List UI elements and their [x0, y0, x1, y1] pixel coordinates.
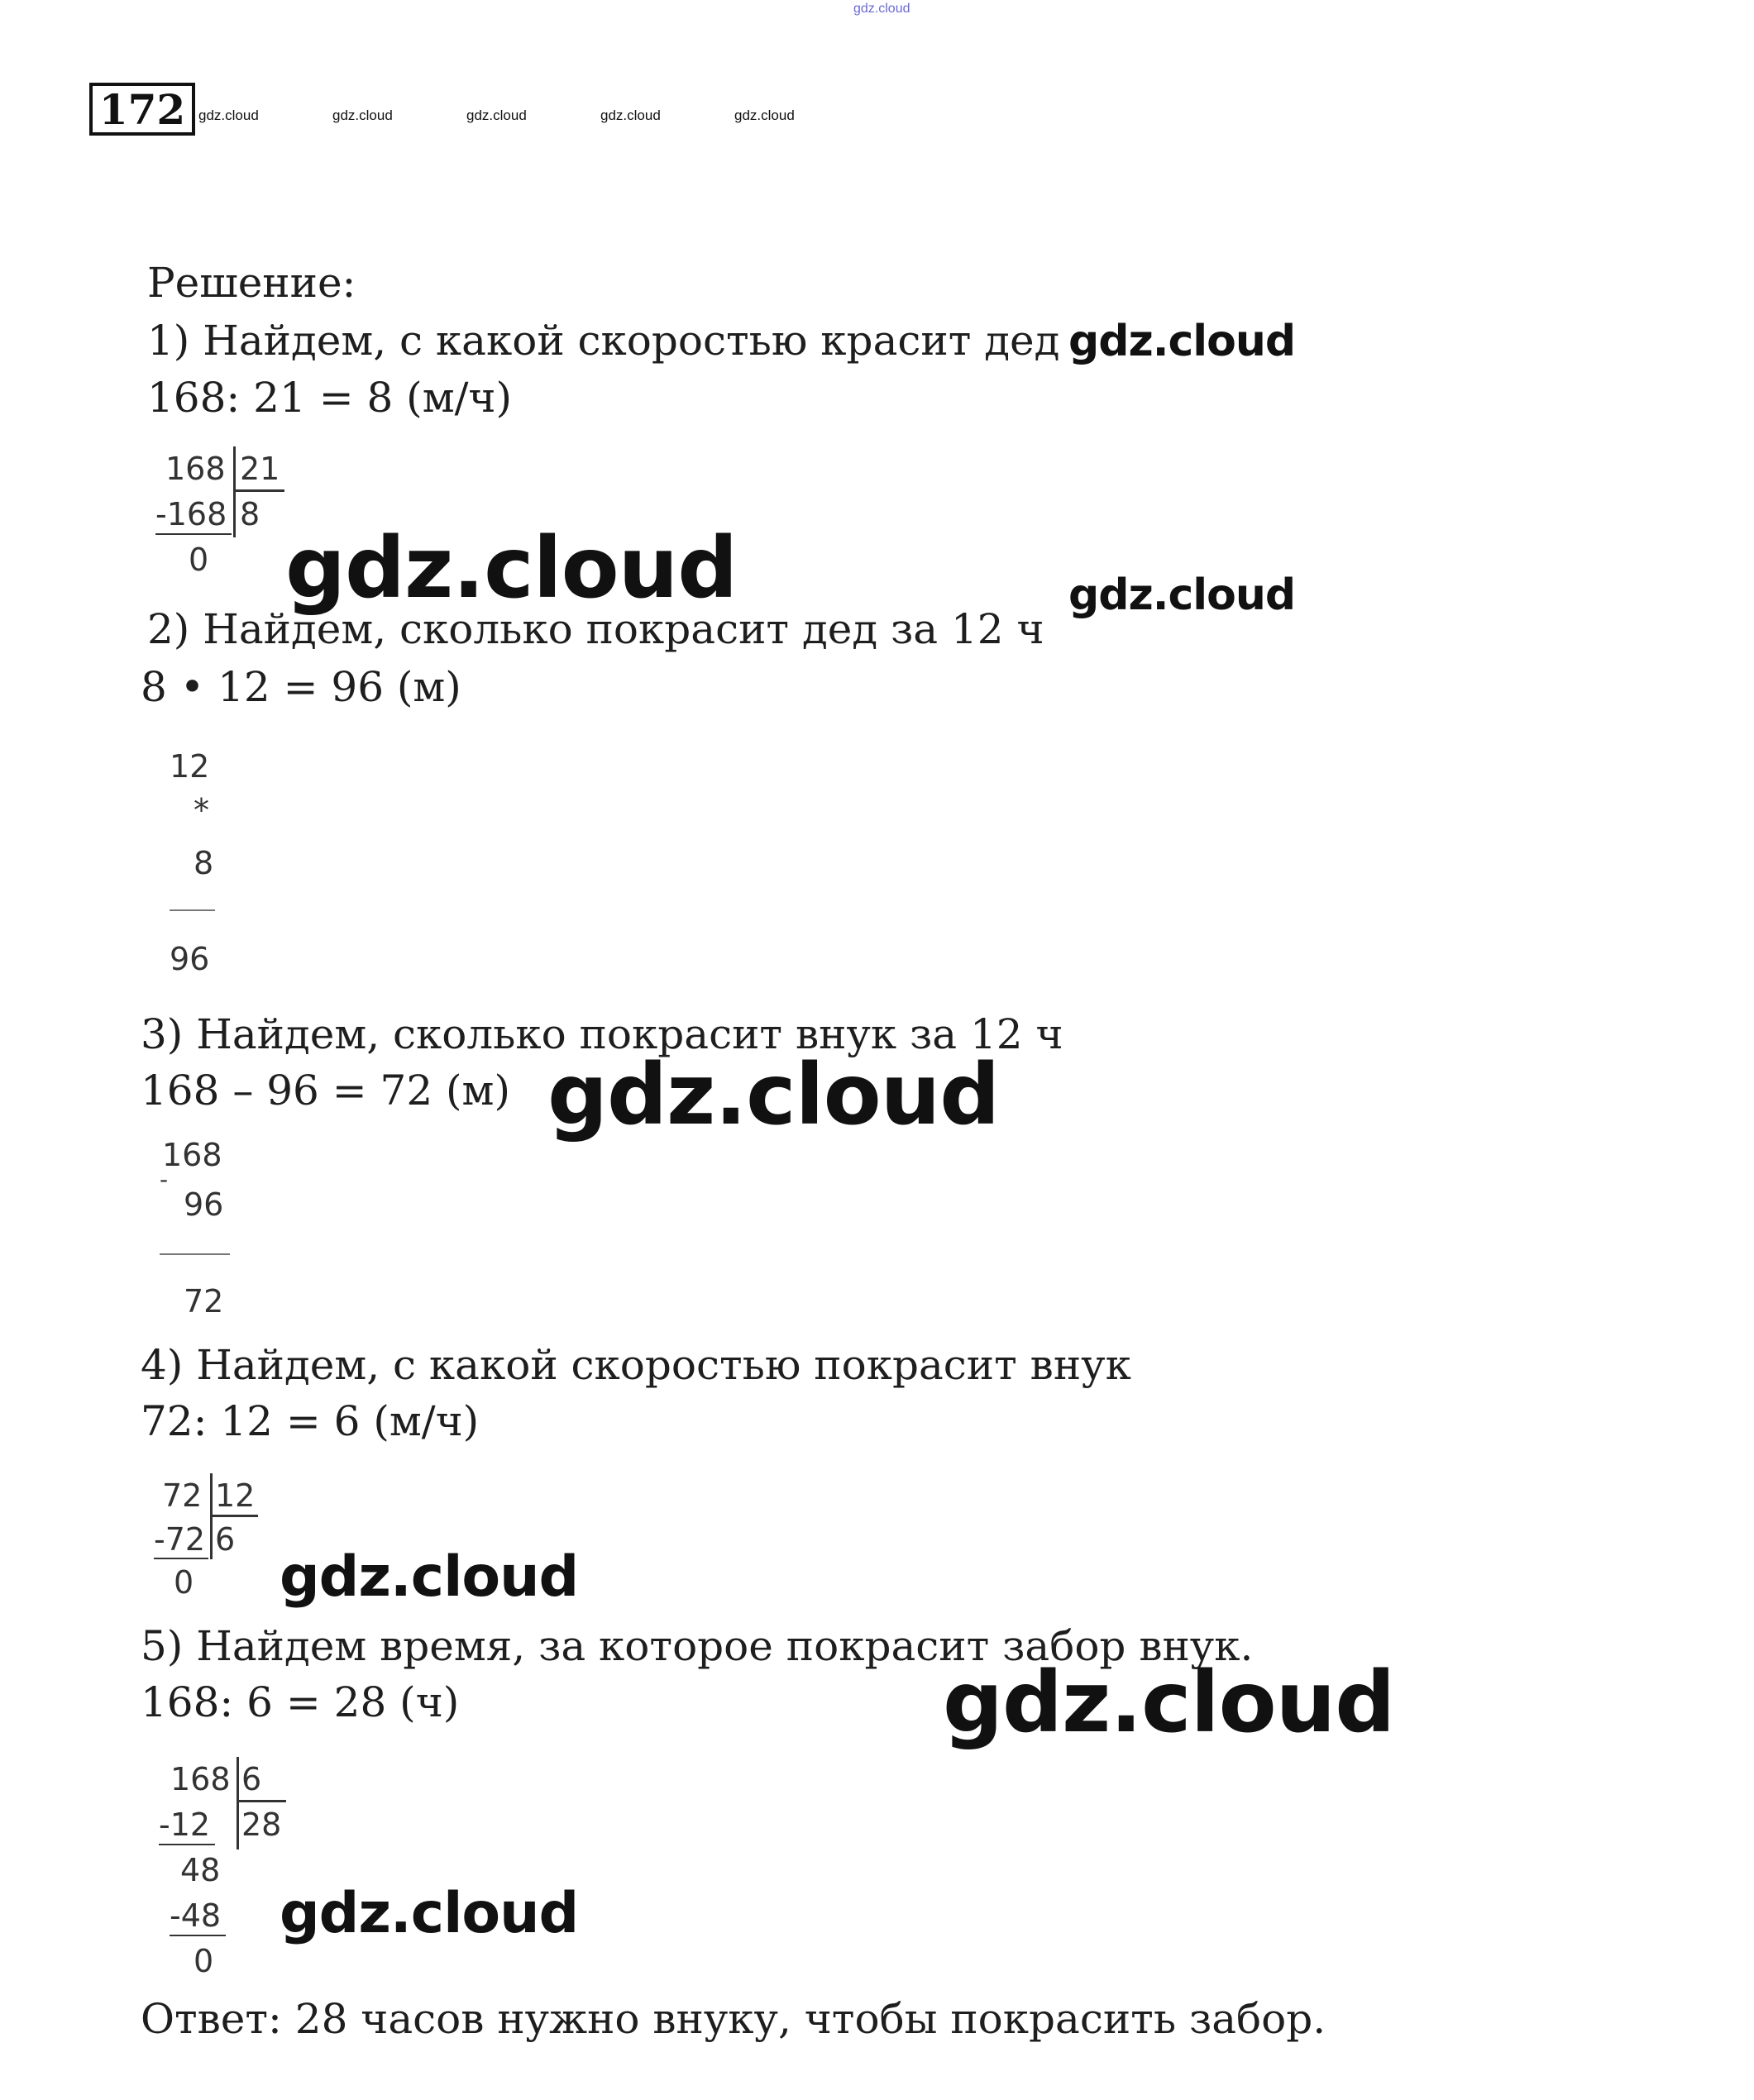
quotient: 6: [215, 1521, 236, 1558]
task-number-box: 172: [89, 83, 195, 136]
small-watermark: gdz.cloud: [600, 107, 661, 123]
step-1-text: 1) Найдем, с какой скоростью красит дед: [147, 317, 1060, 365]
minuend: 168: [162, 1137, 222, 1173]
division-divider: [233, 489, 284, 492]
step-3-formula: 168 – 96 = 72 (м): [141, 1067, 510, 1114]
difference: 72: [184, 1283, 224, 1320]
division-divider: [210, 1515, 258, 1517]
result-line: [170, 909, 215, 911]
divisor: 21: [240, 451, 280, 487]
step-2-text: 2) Найдем, сколько покрасит дед за 12 ч: [147, 605, 1044, 653]
small-watermark: gdz.cloud: [332, 107, 393, 123]
subtraction-line: [159, 1844, 215, 1845]
step-3-text: 3) Найдем, сколько покрасит внук за 12 ч: [141, 1010, 1063, 1058]
small-watermark: gdz.cloud: [466, 107, 527, 123]
watermark: gdz.cloud: [280, 1881, 579, 1946]
subtrahend: -168: [155, 496, 227, 532]
remainder: 0: [174, 1564, 194, 1601]
division-bar: [237, 1757, 239, 1849]
small-watermark: gdz.cloud: [198, 107, 259, 123]
quotient: 28: [241, 1806, 282, 1843]
solution-heading: Решение:: [147, 259, 356, 307]
divisor: 12: [215, 1477, 256, 1514]
subtrahend: -72: [154, 1521, 206, 1558]
subtraction-line: [170, 1935, 226, 1936]
step-4-text: 4) Найдем, с какой скоростью покрасит внук: [141, 1341, 1131, 1389]
step-2-formula: 8 • 12 = 96 (м): [141, 663, 461, 711]
multiply-sign: *: [194, 792, 209, 828]
dividend: 168: [170, 1761, 231, 1797]
watermark: gdz.cloud: [547, 1046, 1000, 1144]
answer-text: Ответ: 28 часов нужно внуку, чтобы покрасить забор.: [141, 1995, 1326, 2043]
step-5-text: 5) Найдем время, за которое покрасит забор внук.: [141, 1622, 1254, 1670]
result-line: [160, 1253, 230, 1255]
intermediate: 48: [180, 1852, 221, 1888]
subtraction-line: [155, 533, 232, 535]
watermark: gdz.cloud: [1068, 570, 1296, 620]
step-5-formula: 168: 6 = 28 (ч): [141, 1678, 460, 1726]
watermark: gdz.cloud: [285, 519, 738, 618]
small-watermark: gdz.cloud: [734, 107, 795, 123]
multiplier: 8: [194, 845, 214, 881]
watermark: gdz.cloud: [1068, 317, 1296, 366]
minus-sign: -: [160, 1166, 169, 1193]
subtrahend-1: -12: [159, 1806, 211, 1843]
watermark: gdz.cloud: [280, 1544, 579, 1610]
division-bar: [233, 446, 236, 537]
remainder: 0: [194, 1943, 214, 1979]
multiplicand: 12: [170, 748, 210, 785]
dividend: 72: [162, 1477, 203, 1514]
top-watermark: gdz.cloud: [853, 2, 910, 16]
step-1-formula: 168: 21 = 8 (м/ч): [147, 374, 512, 422]
dividend: 168: [165, 451, 226, 487]
subtraction-line: [154, 1558, 208, 1559]
remainder: 0: [189, 542, 209, 578]
divisor: 6: [241, 1761, 262, 1797]
product: 96: [170, 941, 210, 977]
watermark: gdz.cloud: [943, 1654, 1395, 1752]
division-divider: [237, 1800, 286, 1802]
subtrahend-2: -48: [170, 1897, 222, 1934]
quotient: 8: [240, 496, 260, 532]
subtrahend: 96: [184, 1186, 224, 1223]
step-4-formula: 72: 12 = 6 (м/ч): [141, 1397, 480, 1445]
